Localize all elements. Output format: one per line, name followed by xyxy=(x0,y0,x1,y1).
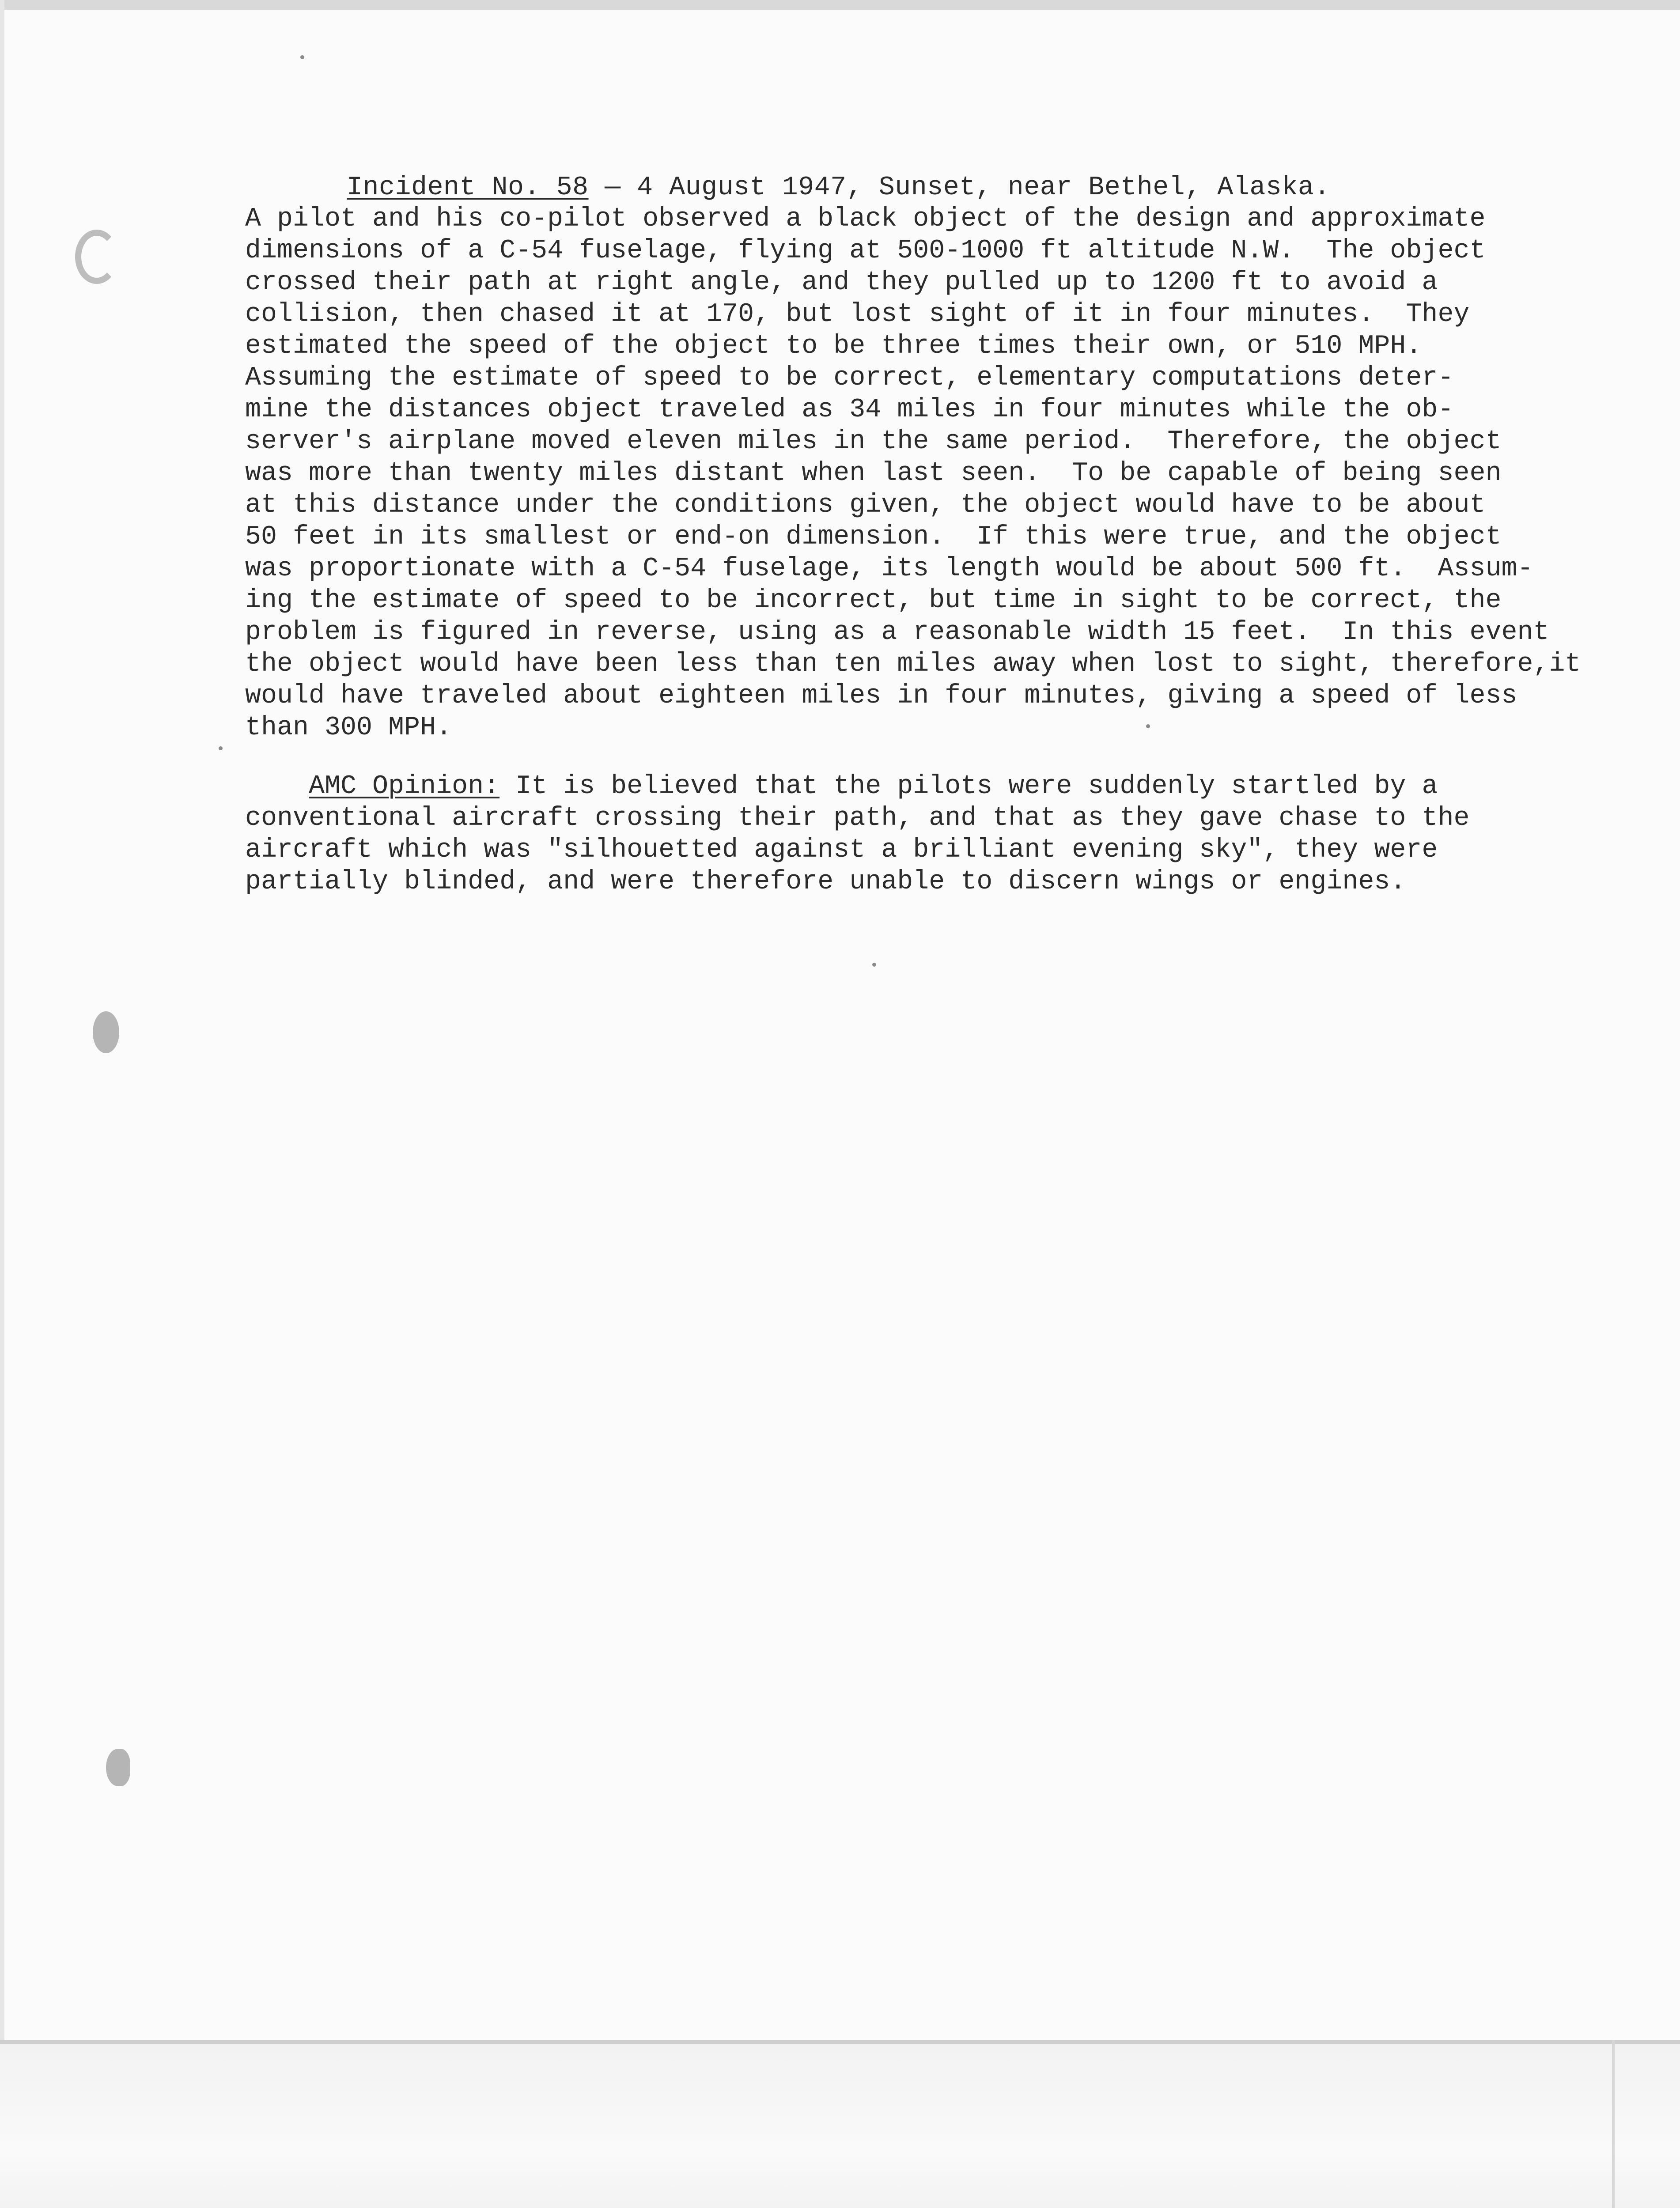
scan-left-edge xyxy=(0,0,4,2208)
body-line: collision, then chased it at 170, but lost sight of it in four minutes. They xyxy=(245,299,1470,329)
scan-speck xyxy=(300,55,304,59)
body-line: problem is figured in reverse, using as a reasonable width 15 feet. In this event xyxy=(245,617,1549,647)
opinion-line: conventional aircraft crossing their path, and that as they gave chase to the xyxy=(245,803,1470,833)
body-line: would have traveled about eighteen miles in four minutes, giving a speed of less xyxy=(245,681,1517,711)
opinion-first-line xyxy=(245,771,1469,802)
body-line: was proportionate with a C-54 fuselage, its length would be about 500 ft. Assum- xyxy=(245,554,1533,584)
scan-bottom-margin xyxy=(0,2044,1680,2208)
punch-hole-mark xyxy=(106,1749,130,1786)
body-line: was more than twenty miles distant when last seen. To be capable of being seen xyxy=(245,458,1502,488)
punch-hole-mark xyxy=(93,1011,119,1053)
body-line: A pilot and his co-pilot observed a black object of the design and approximate xyxy=(245,204,1486,234)
scan-right-edge xyxy=(1612,2040,1615,2208)
scan-top-edge xyxy=(0,0,1680,10)
incident-date-location: — 4 August 1947, Sunset, near Bethel, Alaska. xyxy=(588,173,1330,203)
scan-speck xyxy=(219,746,223,750)
incident-heading xyxy=(347,172,1330,203)
incident-description xyxy=(245,203,1581,744)
body-line: crossed their path at right angle, and they pulled up to 1200 ft to avoid a xyxy=(245,268,1438,298)
opinion-line: aircraft which was "silhouetted against a brilliant evening sky", they were xyxy=(245,835,1438,865)
amc-opinion xyxy=(245,771,1469,898)
body-line: than 300 MPH. xyxy=(245,713,452,743)
body-line: ing the estimate of speed to be incorrect, but time in sight to be correct, the xyxy=(245,586,1502,616)
body-line: 50 feet in its smallest or end-on dimension. If this were true, and the object xyxy=(245,522,1502,552)
body-line: at this distance under the conditions given, the object would have to be about xyxy=(245,490,1486,520)
body-line: server's airplane moved eleven miles in the same period. Therefore, the object xyxy=(245,427,1502,457)
body-line: dimensions of a C-54 fuselage, flying at 500-1000 ft altitude N.W. The object xyxy=(245,236,1486,266)
incident-number: Incident No. 58 xyxy=(347,173,589,203)
opinion-line: partially blinded, and were therefore unable to discern wings or engines. xyxy=(245,867,1406,897)
body-line: estimated the speed of the object to be three times their own, or 510 MPH. xyxy=(245,331,1422,361)
body-line: Assuming the estimate of speed to be correct, elementary computations deter- xyxy=(245,363,1454,393)
body-line: the object would have been less than ten miles away when lost to sight, therefore,it xyxy=(245,649,1581,679)
punch-hole-mark xyxy=(75,230,118,284)
scan-speck xyxy=(872,963,876,967)
opinion-text: It is believed that the pilots were suddenly startled by a xyxy=(499,771,1438,802)
opinion-label: AMC Opinion: xyxy=(309,771,500,802)
body-line: mine the distances object traveled as 34 miles in four minutes while the ob- xyxy=(245,395,1454,425)
